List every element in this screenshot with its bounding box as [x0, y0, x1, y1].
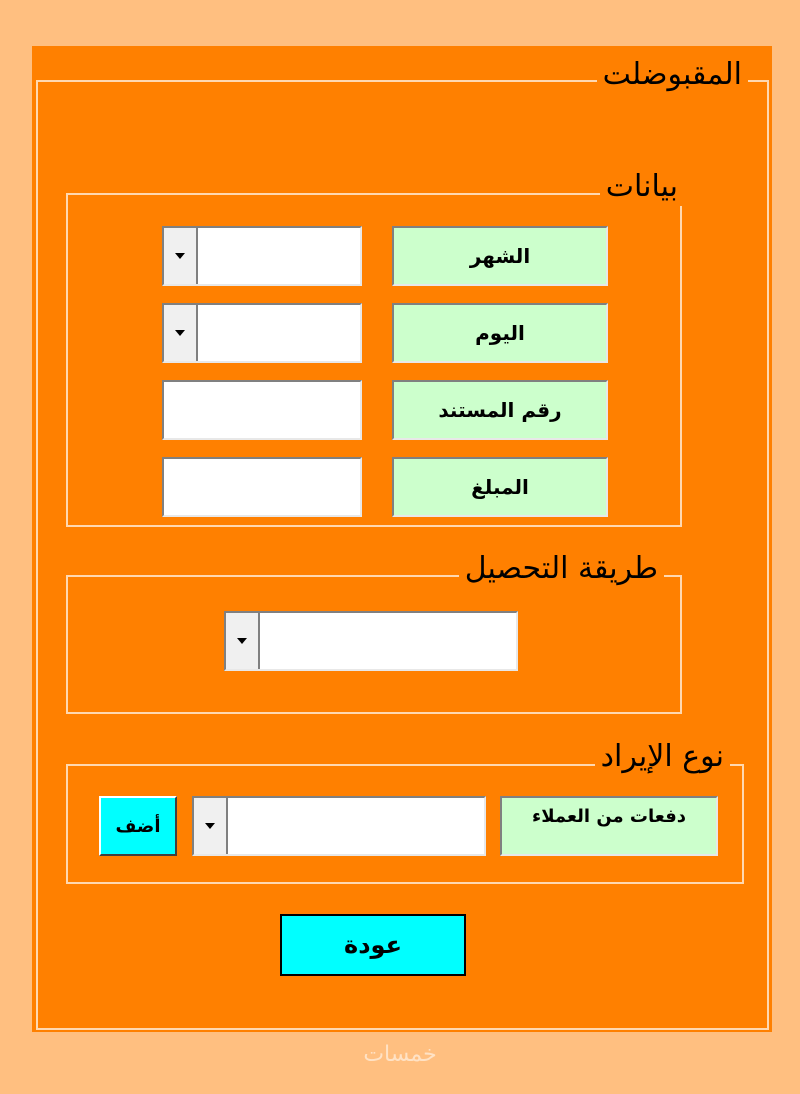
- watermark: خمسات: [363, 1042, 437, 1067]
- chevron-down-icon: [175, 253, 185, 259]
- day-combo[interactable]: [162, 303, 362, 363]
- day-dropdown-button[interactable]: [164, 305, 198, 361]
- amount-label: المبلغ: [392, 457, 608, 517]
- revenue-type-label: دفعات من العملاء: [500, 796, 718, 856]
- day-label: اليوم: [392, 303, 608, 363]
- document-number-label: رقم المستند: [392, 380, 608, 440]
- document-number-input[interactable]: [162, 380, 362, 440]
- form-title: المقبوضلت: [597, 56, 748, 94]
- collection-method-combo[interactable]: [224, 611, 518, 671]
- collection-dropdown-button[interactable]: [226, 613, 260, 669]
- data-legend: بيانات: [600, 168, 684, 206]
- month-dropdown-button[interactable]: [164, 228, 198, 284]
- chevron-down-icon: [205, 823, 215, 829]
- add-button[interactable]: أضف: [99, 796, 177, 856]
- month-combo[interactable]: [162, 226, 362, 286]
- revenue-type-combo[interactable]: [192, 796, 486, 856]
- revenue-legend: نوع الإيراد: [595, 738, 730, 776]
- form-panel: [32, 46, 772, 1032]
- amount-input[interactable]: [162, 457, 362, 517]
- revenue-dropdown-button[interactable]: [194, 798, 228, 854]
- collection-legend: طريقة التحصيل: [459, 550, 664, 588]
- chevron-down-icon: [175, 330, 185, 336]
- chevron-down-icon: [237, 638, 247, 644]
- month-label: الشهر: [392, 226, 608, 286]
- back-button[interactable]: عودة: [280, 914, 466, 976]
